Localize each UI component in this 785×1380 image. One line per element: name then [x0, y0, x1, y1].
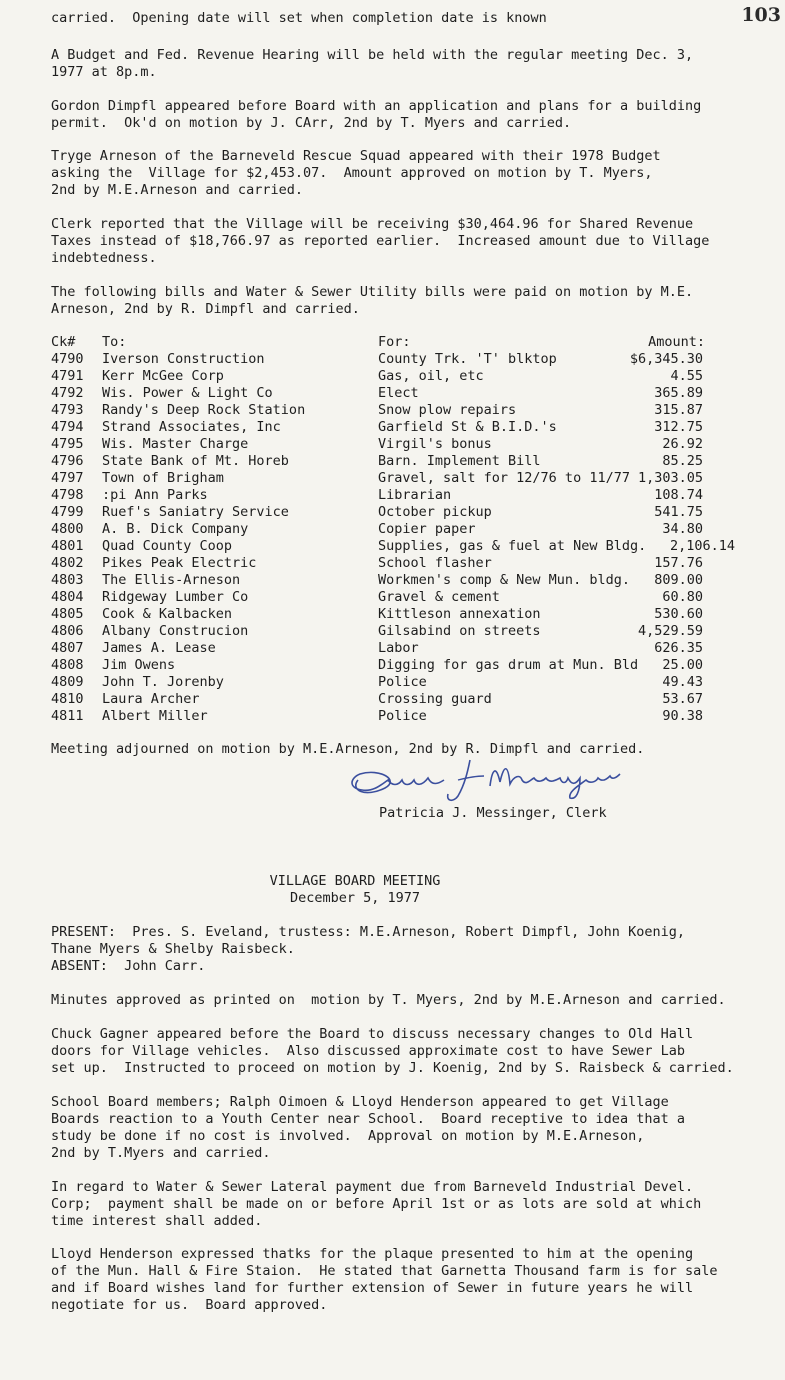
bill-payee: The Ellis-Arneson — [102, 572, 241, 588]
bill-payee: Jim Owens — [102, 657, 176, 673]
bill-payee: Cook & Kalbacken — [102, 606, 233, 622]
paragraph-building-permit: Gordon Dimpfl appeared before Board with an application and plans for a building permit. Ok'd on motion by J. CArr, 2nd by T. Myers and carried. — [51, 98, 702, 131]
bill-ck: 4800 — [51, 521, 84, 537]
bill-row — [51, 368, 731, 385]
bill-purpose: Police — [378, 708, 427, 724]
bill-purpose: Garfield St & B.I.D.'s — [378, 419, 557, 435]
bill-purpose: Workmen's comp & New Mun. bldg. — [378, 572, 630, 588]
bill-row — [51, 657, 731, 674]
meeting-title: VILLAGE BOARD MEETING — [269, 873, 441, 889]
bill-payee: Wis. Power & Light Co — [102, 385, 273, 401]
paragraph-adjourned: Meeting adjourned on motion by M.E.Arneson, 2nd by R. Dimpfl and carried. — [51, 741, 645, 757]
bill-row — [51, 623, 731, 640]
bill-payee: Wis. Master Charge — [102, 436, 249, 452]
bill-amount: 626.35 — [654, 640, 703, 656]
bill-row — [51, 453, 731, 470]
bill-amount: $6,345.30 — [629, 351, 703, 367]
bill-row — [51, 589, 731, 606]
bill-purpose: School flasher — [378, 555, 492, 571]
bill-ck: 4793 — [51, 402, 84, 418]
bill-amount: 4,529.59 — [637, 623, 703, 639]
paragraph-shared-revenue: Clerk reported that the Village will be receiving $30,464.96 for Shared Revenue Taxes instead of $18,766.97 as reported earlier. Increased amount due to Village indebtedness. — [51, 216, 710, 266]
bill-payee: Quad County Coop — [102, 538, 233, 554]
bill-payee: Ruef's Saniatry Service — [102, 504, 289, 520]
paragraph-carried: carried. Opening date will set when completion date is known — [51, 10, 547, 26]
bill-purpose: Digging for gas drum at Mun. Bld — [378, 657, 639, 673]
signature-image — [340, 750, 630, 810]
bill-ck: 4805 — [51, 606, 84, 622]
bill-amount: 541.75 — [654, 504, 703, 520]
bill-purpose: Gravel & cement — [378, 589, 500, 605]
bill-purpose: October pickup — [378, 504, 492, 520]
bill-purpose: Elect — [378, 385, 419, 401]
bill-payee: Pikes Peak Electric — [102, 555, 257, 571]
bill-amount: 530.60 — [654, 606, 703, 622]
bill-payee: John T. Jorenby — [102, 674, 224, 690]
signer-name: Patricia J. Messinger, Clerk — [379, 805, 607, 821]
bill-payee: James A. Lease — [102, 640, 216, 656]
bill-ck: 4802 — [51, 555, 84, 571]
bill-row — [51, 691, 731, 708]
bill-payee: Albert Miller — [102, 708, 208, 724]
bill-row — [51, 572, 731, 589]
bill-ck: 4797 — [51, 470, 84, 486]
bills-header-ck: Ck# — [51, 334, 76, 350]
paragraph-attendance: PRESENT: Pres. S. Eveland, trustess: M.E.Arneson, Robert Dimpfl, John Koenig, Thane Myers & Shelby Raisbeck. ABSENT: John Carr. — [51, 924, 685, 974]
bill-amount: 53.67 — [662, 691, 703, 707]
bill-row — [51, 521, 731, 538]
bill-row — [51, 504, 731, 521]
bill-ck: 4794 — [51, 419, 84, 435]
bill-ck: 4803 — [51, 572, 84, 588]
bill-payee: Ridgeway Lumber Co — [102, 589, 249, 605]
bill-ck: 4807 — [51, 640, 84, 656]
bill-ck: 4808 — [51, 657, 84, 673]
bill-row — [51, 674, 731, 691]
bill-purpose: Librarian — [378, 487, 452, 503]
bill-row — [51, 555, 731, 572]
paragraph-youth-center: School Board members; Ralph Oimoen & Lloyd Henderson appeared to get Village Boards reaction to a Youth Center near School. Board receptive to idea that a study be done if no cost is involved. Approval on motion by M.E.Arneson, 2nd by T.Myers and carried. — [51, 1094, 685, 1161]
bill-amount: 1,303.05 — [637, 470, 703, 486]
bill-ck: 4809 — [51, 674, 84, 690]
bill-purpose: Gravel, salt for 12/76 to 11/77 — [378, 470, 630, 486]
bill-amount: 26.92 — [662, 436, 703, 452]
bill-row — [51, 538, 735, 555]
bill-ck: 4806 — [51, 623, 84, 639]
bill-amount: 365.89 — [654, 385, 703, 401]
bill-ck: 4799 — [51, 504, 84, 520]
bill-payee: Albany Construcion — [102, 623, 249, 639]
bill-payee: Town of Brigham — [102, 470, 224, 486]
bills-header-row — [51, 334, 731, 351]
paragraph-henderson-plaque: Lloyd Henderson expressed thatks for the plaque presented to him at the opening of the Mun. Hall & Fire Staion. He stated that Garnetta Thousand farm is for sale and if Board wishes land for further extension of Sewer in future years he will negotiate for us. Board approved. — [51, 1246, 718, 1313]
meeting-heading — [255, 873, 455, 907]
meeting-date: December 5, 1977 — [289, 890, 421, 906]
bill-amount: 60.80 — [662, 589, 703, 605]
paragraph-minutes-approved: Minutes approved as printed on motion by T. Myers, 2nd by M.E.Arneson and carried. — [51, 992, 726, 1008]
bills-header-for: For: — [378, 334, 411, 350]
bill-amount: 315.87 — [654, 402, 703, 418]
bill-row — [51, 487, 731, 504]
bill-ck: 4792 — [51, 385, 84, 401]
page-number: 103 — [741, 4, 781, 26]
bill-ck: 4801 — [51, 538, 84, 554]
bill-payee: Iverson Construction — [102, 351, 265, 367]
bills-header-to: To: — [102, 334, 127, 350]
bill-amount: 312.75 — [654, 419, 703, 435]
bill-ck: 4790 — [51, 351, 84, 367]
bill-payee: A. B. Dick Company — [102, 521, 249, 537]
bill-row — [51, 606, 731, 623]
bill-amount: 4.55 — [670, 368, 703, 384]
bill-ck: 4810 — [51, 691, 84, 707]
paragraph-budget-hearing: A Budget and Fed. Revenue Hearing will be held with the regular meeting Dec. 3, 1977 at 8p.m. — [51, 47, 694, 80]
bill-purpose: Kittleson annexation — [378, 606, 541, 622]
bill-ck: 4811 — [51, 708, 84, 724]
bill-amount: 809.00 — [654, 572, 703, 588]
bill-payee: Randy's Deep Rock Station — [102, 402, 306, 418]
bill-amount: 2,106.14 — [669, 538, 735, 554]
bill-purpose: County Trk. 'T' blktop — [378, 351, 557, 367]
bill-amount: 25.00 — [662, 657, 703, 673]
bill-ck: 4791 — [51, 368, 84, 384]
bill-payee: Kerr McGee Corp — [102, 368, 224, 384]
bill-amount: 34.80 — [662, 521, 703, 537]
bill-purpose: Police — [378, 674, 427, 690]
bill-row — [51, 351, 731, 368]
bill-purpose: Gas, oil, etc — [378, 368, 484, 384]
bill-amount: 108.74 — [654, 487, 703, 503]
bill-row — [51, 640, 731, 657]
bill-ck: 4795 — [51, 436, 84, 452]
bill-row — [51, 402, 731, 419]
bill-payee: :pi Ann Parks — [102, 487, 208, 503]
paragraph-rescue-squad: Tryge Arneson of the Barneveld Rescue Squad appeared with their 1978 Budget asking the Village for $2,453.07. Amount approved on motion by T. Myers, 2nd by M.E.Arneson and carried. — [51, 148, 661, 198]
bill-ck: 4804 — [51, 589, 84, 605]
bill-purpose: Crossing guard — [378, 691, 492, 707]
bill-purpose: Supplies, gas & fuel at New Bldg. — [378, 538, 647, 554]
bill-ck: 4796 — [51, 453, 84, 469]
bill-amount: 90.38 — [662, 708, 703, 724]
bill-amount: 49.43 — [662, 674, 703, 690]
bill-amount: 85.25 — [662, 453, 703, 469]
bill-purpose: Copier paper — [378, 521, 476, 537]
bill-row — [51, 385, 731, 402]
bill-row — [51, 436, 731, 453]
bill-row — [51, 419, 731, 436]
bill-row — [51, 708, 731, 725]
paragraph-sewer-lateral: In regard to Water & Sewer Lateral payment due from Barneveld Industrial Devel. Corp; payment shall be made on or before April 1st or as lots are sold at which time interest shall added. — [51, 1179, 702, 1229]
bill-purpose: Virgil's bonus — [378, 436, 492, 452]
bill-row — [51, 470, 731, 487]
bill-purpose: Barn. Implement Bill — [378, 453, 541, 469]
bill-payee: State Bank of Mt. Horeb — [102, 453, 289, 469]
bill-ck: 4798 — [51, 487, 84, 503]
bill-payee: Strand Associates, Inc — [102, 419, 281, 435]
bill-amount: 157.76 — [654, 555, 703, 571]
bill-purpose: Snow plow repairs — [378, 402, 517, 418]
paragraph-old-hall-doors: Chuck Gagner appeared before the Board to discuss necessary changes to Old Hall doors for Village vehicles. Also discussed approximate cost to have Sewer Lab set up. Instructed to proceed on motion by J. Koenig, 2nd by S. Raisbeck & carried. — [51, 1026, 734, 1076]
bill-purpose: Labor — [378, 640, 419, 656]
bill-payee: Laura Archer — [102, 691, 200, 707]
paragraph-bills-intro: The following bills and Water & Sewer Utility bills were paid on motion by M.E. Arneson, 2nd by R. Dimpfl and carried. — [51, 284, 694, 317]
bills-header-amount: Amount: — [648, 334, 705, 350]
bill-purpose: Gilsabind on streets — [378, 623, 541, 639]
